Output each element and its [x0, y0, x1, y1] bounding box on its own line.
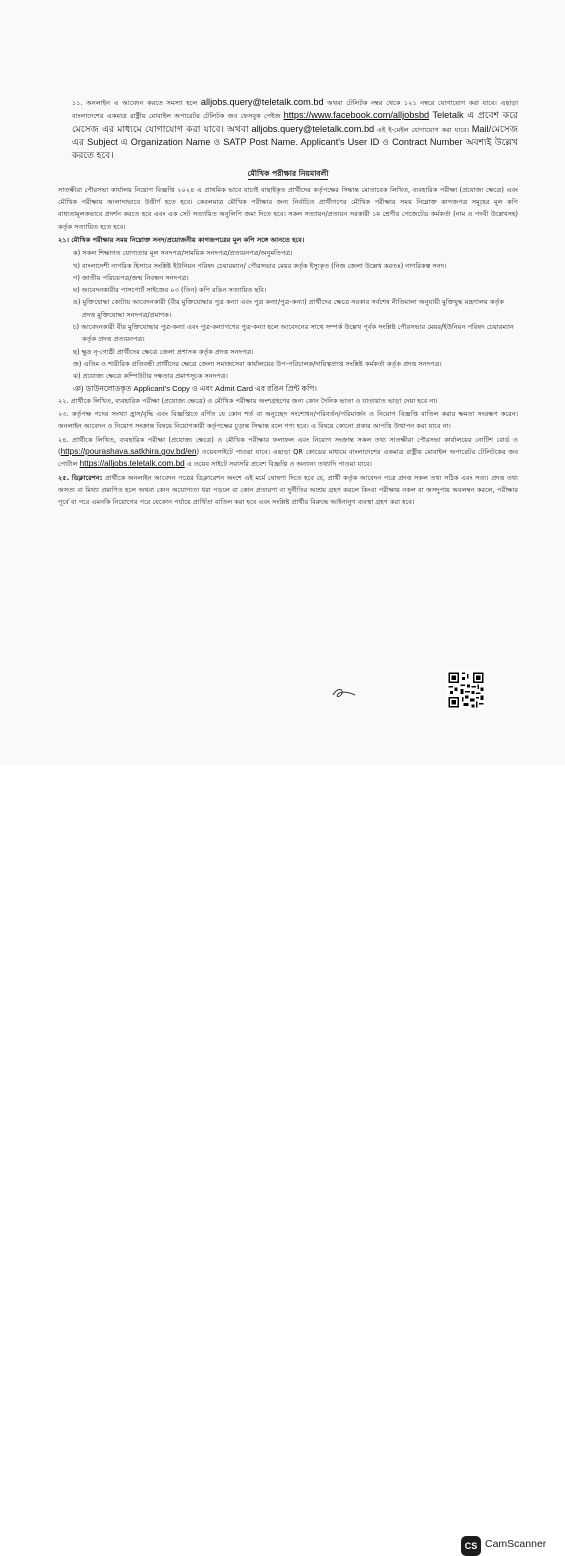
para-24: ২৪. প্রার্থীকে লিখিত, ব্যবহারিক পরীক্ষা (প্রযোজ্য ক্ষেত্রে) ও মৌখিক পরীক্ষার ফলাফল এবং নিয়োগ সংক্রান্ত সকল তথ্য সাতক্ষীরা পৌরসভা কার্যালয়ের নোটিশ বোর্ড ও (https://pourashava.satkhira.gov.bd/en) ওয়েবসাইটে পাওয়া যাবে। এছাড়া QR কোডের মাধ্যমে বাংলাদেশের একমাত্র রাষ্ট্রীয় মোবাইল অপারেটর টেলিটকের জব পোর্টাল https://alljobs.teletalk.com.bd এ ওয়েব সাইটে সরাসরি প্রবেশ বিজ্ঞপ্তি ও অন্যান্য তথ্যাদি পাওয়া যাবে। [58, 435, 518, 469]
para-11: ১১. অনলাইন এ আবেদন করতে সমস্যা হলে alljobs.query@teletalk.com.bd অথবা টেলিটক নম্বর থেকে ১২১ নম্বরে যোগাযোগ করা যাবে। এছাড়া বাংলাদেশের একমাত্র রাষ্ট্রীয় মোবাইল অপারেটর টেলিটক জব ফেসবুক পেইজ https://www.facebook.com/alljobsbd Teletalk এ প্রবেশ করে মেসেজ এর মাধ্যমে যোগাযোগ করা যাবে। অথবা alljobs.query@teletalk.com.bd এই ই-মেইল যোগাযোগ করা যাবে। Mail/মেসেজ এর Subject এ Organization Name ও SATP Post Name. Applicant's User ID ও Contract Number অবশ্যই উল্লেখ করতে হবে। [72, 97, 518, 161]
camscanner-footer [0, 765, 565, 1551]
query-email-2: alljobs.query@teletalk.com.bd [251, 123, 375, 134]
list-item: জ) এতিম ও শারীরিক প্রতিবন্ধী প্রার্থীদের ক্ষেত্রে জেলা সমাজসেবা কার্যালয়ের উপ-পরিচালক/দায়িত্বপ্রাপ্ত সংশ্লিষ্ট কর্মকর্তা কর্তৃক প্রদত্ত সনদপত্র। [73, 359, 442, 368]
para-23: ২৩. কর্তৃপক্ষ পদের সংখ্যা হ্রাস/বৃদ্ধি এবং বিজ্ঞপ্তিতে বর্ণিত যে কোন শর্ত বা অনুচ্ছেদ সংশোধন/পরিবর্তন/পরিমার্জন ও নিয়োগ বিজ্ঞপ্তি বাতিল করার ক্ষমতা সংরক্ষণ করেন। অনলাইন আবেদন ও নিয়োগ সংক্রান্ত বিষয়ে নিয়োগকারী কর্তৃপক্ষের চূড়ান্ত সিদ্ধান্ত বলে গণ্য হবে। এ বিষয়ে কোনো প্রকার আপত্তি উত্থাপন করা যাবে না। [58, 410, 518, 431]
para-21: ২১। মৌখিক পরীক্ষার সময় নিম্নোক্ত সনদ/প্রয়োজনীয় কাগজপত্রের মূল কপি সঙ্গে আনতে হবে। [58, 235, 305, 244]
intro-paragraph: সাতক্ষীরা পৌরসভা কার্যালয় নিয়োগ বিজ্ঞপ্তি ২০২৪ এ প্রাথমিক ভাবে যাচাই বাছাইকৃত প্রার্থীদের কর্তৃপক্ষের সিদ্ধান্ত মোতাবেক লিখিত, ব্যবহারিক পরীক্ষা (প্রযোজ্য ক্ষেত্রে) এবং মৌখিক পরীক্ষায় আলাদাভাবে উত্তীর্ণ হতে হবে। কেবলমাত্র মৌখিক পরীক্ষার জন্য নির্বাচিত প্রার্থীগণের মৌখিক পরীক্ষার সময় নিম্নোক্ত কাগজপত্র সমূহের মূল কপি বাধ্যতামূলকভাবে প্রদর্শন করতে হবে এবং এক সেট সত্যায়িত অনুলিপি জমা দিতে হবে। সকল সত্যায়ন/প্রত্যয়ন সরকারী ১ম শ্রেণীর গেজেটেড কর্মকর্তা (নাম ও পদবী উল্লেখসহ) কর্তৃক সত্যায়িত হতে হবে। [58, 185, 518, 231]
para-25: ২৫. ডিক্লারেশন: প্রার্থীকে অনলাইন আবেদন পত্রের ডিক্লারেশন অংশে এই মর্মে ঘোষণা দিতে হবে যে, প্রার্থী কর্তৃক আবেদন পত্রে প্রদত্ত সকল তথ্য সঠিক এবং সত্য। প্রদত্ত তথ্য অসত্য বা মিথ্যা প্রমাণিত হলে অথবা কোন অযোগ্যতা ধরা পড়লে বা কোন প্রতারণা বা দুর্নীতির আশ্রয় গ্রহণ করলে কিংবা পরীক্ষায় নকল বা অসদুপায় অবলম্বন করলে, পরীক্ষার পূর্বে বা পরে এমনকি নিয়োগের পরে যেকোন পর্যায়ে প্রার্থিতা বাতিল করা হবে এবং সংশ্লিষ্ট প্রার্থীর বিরুদ্ধে আইনানুগ ব্যবস্থা গ্রহণ করা হবে। [58, 473, 518, 507]
list-item: ঝ) প্রযোজ্য ক্ষেত্রে কম্পিউটার দক্ষতার প্রমাণসূচক সনদপত্র। [73, 372, 228, 381]
signature-mark [329, 686, 359, 700]
scanned-page [0, 0, 565, 765]
list-item: ঘ) আবেদনকারীর পাসপোর্ট সাইজের ০৩ (তিন) কপি রঙিন সত্যায়িত ছবি। [73, 286, 267, 295]
camscanner-logo-icon: CS [461, 1536, 481, 1556]
list-item: ছ) ক্ষুদ্র নৃ-গোষ্ঠী প্রার্থীদের ক্ষেত্রে জেলা প্রশাসক কর্তৃক প্রদত্ত সনদপত্র। [73, 347, 254, 356]
list-item: চ) আবেদনকারী বীর মুক্তিযোদ্ধার পুত্র-কন্যা এবং পুত্র-কন্যাগণের পুত্র-কন্যা হলে আবেদনের সাথে সম্পর্ক উল্লেখ পূর্বক সংশ্লিষ্ট পৌরসভার মেয়র/ইউনিয়ন পরিষদ চেয়ারম্যান কর্তৃক প্রদত্ত প্রত্যয়নপত্র। [73, 323, 514, 344]
list-item: খ) বাংলাদেশী নাগরিক হিসাবে সংশ্লিষ্ট ইউনিয়ন পরিষদ চেয়ারম্যান/ পৌরসভার মেয়র কর্তৃক ইস্যুকৃত (নিজ জেলা উল্লেখ করতঃ) নাগরিকত্ব সনদ। [73, 261, 447, 270]
camscanner-brand: CamScanner [485, 1538, 547, 1550]
para-22: ২২. প্রার্থীকে লিখিত, ব্যবহারিক পরীক্ষা (প্রযোজ্য ক্ষেত্রে) ও মৌখিক পরীক্ষায় অংশগ্রহণের জন্য কোন দৈনিক ভাতা ও যাতায়াত ভাড়া দেয়া হবে না। [58, 396, 438, 405]
list-item: ঙ) মুক্তিযোদ্ধা কোটায় আবেদনকারী (বীর মুক্তিযোদ্ধার পুত্র কন্যা এবং পুত্র কন্যা/পুত্র-কন্যা) প্রার্থীদের ক্ষেত্রে সরকার সর্বশেষ নীতিমালা অনুযায়ী মুক্তিযুদ্ধ মন্ত্রণালয় কর্তৃক প্রদত্ত মুক্তিযোদ্ধা সনদপত্র/প্রমাণক। [73, 298, 505, 319]
section-title: মৌখিক পরীক্ষার নিয়মাবলী [247, 169, 329, 179]
declaration-title: ২৫. ডিক্লারেশন: [58, 473, 103, 482]
qr-code-icon[interactable] [447, 671, 485, 709]
list-item: ঞ) ডাউনলোডকৃত Applicant's Copy ও এবং Admit Card এর রঙিন প্রিন্ট কপি। [73, 383, 318, 393]
required-documents-list [58, 247, 518, 395]
list-item: ক) সকল শিক্ষাগত যোগ্যতার মূল সনদপত্র/সাময়িক সনদপত্র/প্রত্যয়নপত্র/অনুমতিপত্র। [73, 249, 293, 258]
pourashava-link[interactable]: https://pourashava.satkhira.gov.bd/en [60, 447, 197, 457]
document-body [58, 96, 518, 510]
query-email: alljobs.query@teletalk.com.bd [200, 97, 324, 107]
list-item: গ) জাতীয় পরিচয়পত্র/জন্ম নিবন্ধন সনদপত্র। [73, 273, 189, 282]
facebook-link[interactable]: https://www.facebook.com/alljobsbd [283, 110, 430, 121]
teletalk-jobs-link[interactable]: https://alljobs.teletalk.com.bd [79, 459, 185, 469]
